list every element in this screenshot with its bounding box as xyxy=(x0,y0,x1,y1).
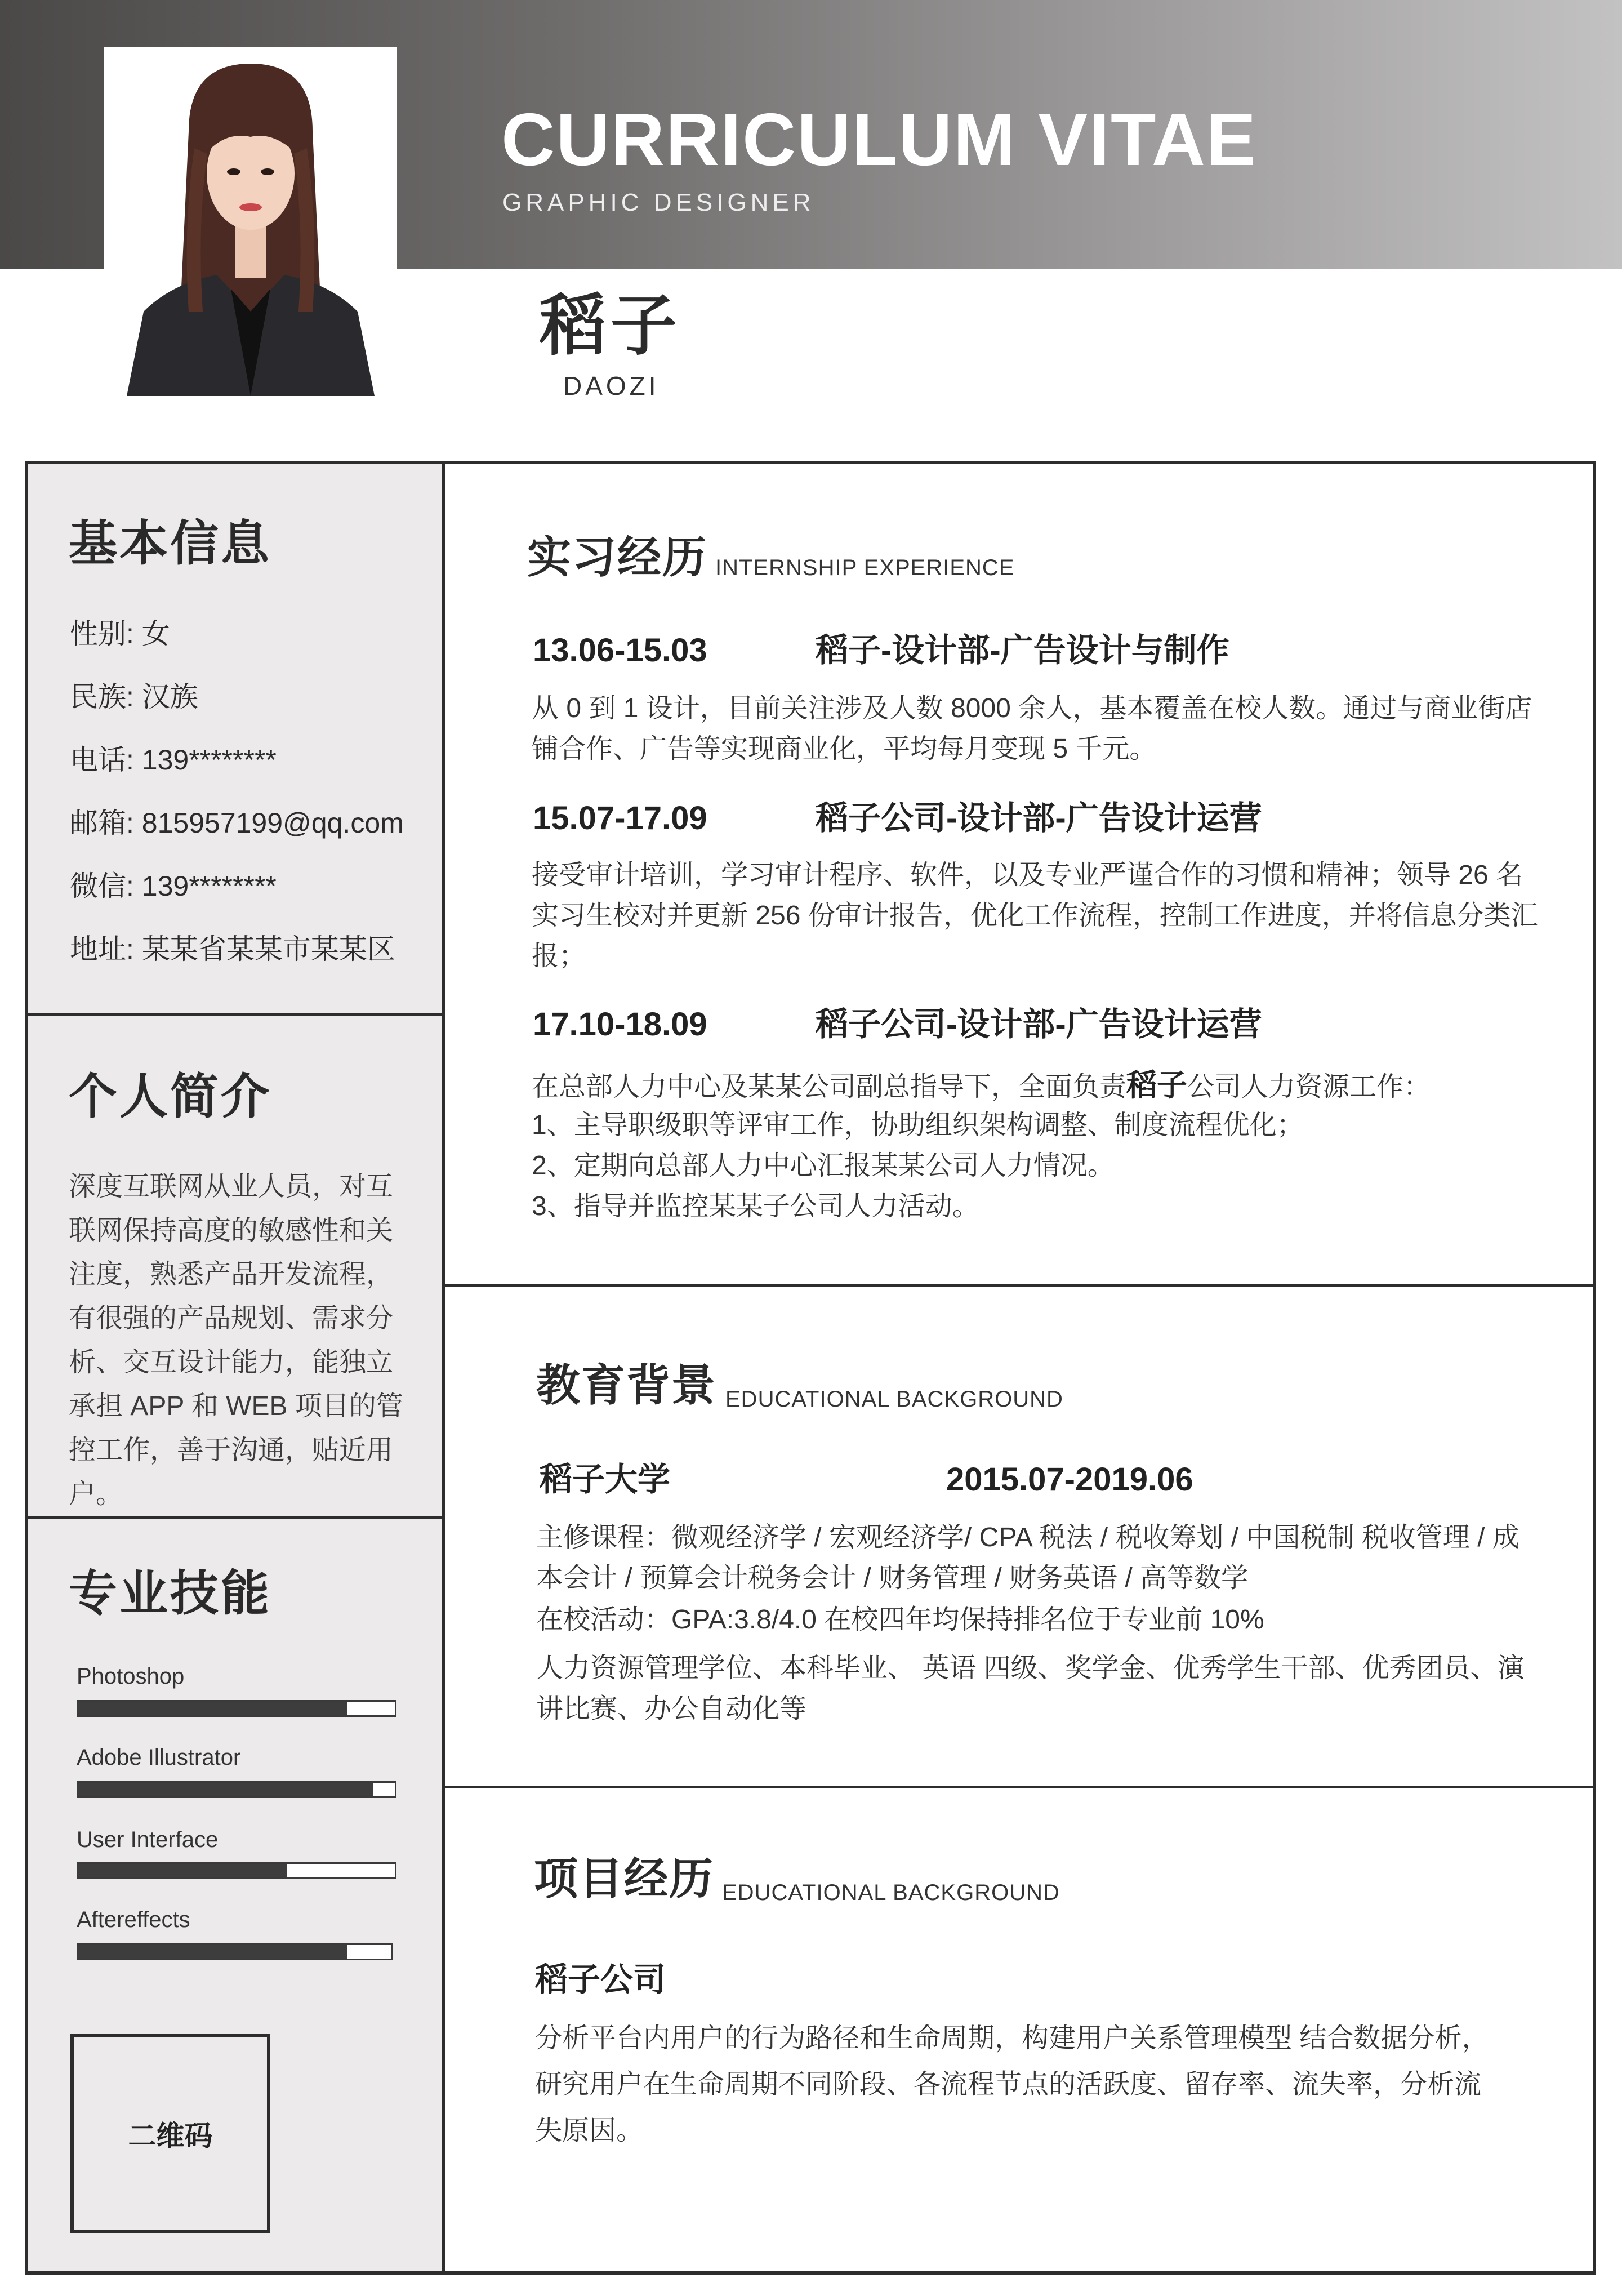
info-address: 地址: 某某省某某市某某区 xyxy=(70,933,395,965)
skill-bar-fill xyxy=(78,1945,347,1959)
skill-bar-ui xyxy=(77,1862,396,1879)
section-divider xyxy=(445,1284,1593,1287)
entry-description: 接受审计培训，学习审计程序、软件，以及专业严谨合作的习惯和精神；领导 26 名实习生校对并更新 256 份审计报告，优化工作流程，控制工作进度，并将信息分类汇报； xyxy=(532,860,1538,971)
entry-organization: 稻子公司-设计部-广告设计运营 xyxy=(816,800,1262,836)
skill-bar-fill xyxy=(78,1783,373,1796)
education-title: 教育背景 xyxy=(536,1360,717,1410)
project-description: 分析平台内用户的行为路径和生命周期，构建用户关系管理模型 结合数据分析，研究用户在生命周期不同阶段、各流程节点的活跃度、留存率、流失率，分析流失原因。 xyxy=(535,2023,1489,2146)
education-activity: 在校活动：GPA:3.8/4.0 在校四年均保持排名位于专业前 10% xyxy=(536,1605,1264,1635)
cv-subtitle: GRAPHIC DESIGNER xyxy=(502,189,815,216)
project-title-en: EDUCATIONAL BACKGROUND xyxy=(722,1880,1060,1905)
entry-intro-pre: 在总部人力中心及某某公司副总指导下，全面负责 xyxy=(532,1072,1127,1102)
sidebar-divider xyxy=(28,1516,445,1519)
info-wechat: 微信: 139******** xyxy=(70,870,277,902)
skill-name-photoshop: Photoshop xyxy=(77,1664,185,1689)
project-company: 稻子公司 xyxy=(535,1961,666,1998)
portrait-illustration xyxy=(104,47,397,396)
entry-intro-post: 公司人力资源工作： xyxy=(1187,1072,1431,1102)
section-divider xyxy=(445,1786,1593,1788)
skill-bar-fill xyxy=(78,1864,287,1877)
skill-name-aftereffects: Aftereffects xyxy=(77,1907,190,1932)
skill-bar-aftereffects xyxy=(77,1943,393,1960)
profile-text: 深度互联网从业人员，对互联网保持高度的敏感性和关注度，熟悉产品开发流程，有很强的产品规划、需求分析、交互设计能力，能独立承担 APP 和 WEB 项目的管控工作，善于沟通，贴近用户。 xyxy=(69,1172,403,1509)
qr-code-label: 二维码 xyxy=(128,2120,213,2152)
skill-name-illustrator: Adobe Illustrator xyxy=(77,1745,241,1770)
info-ethnicity: 民族: 汉族 xyxy=(70,681,198,713)
info-email: 邮箱: 815957199@qq.com xyxy=(70,807,404,839)
education-courses: 主修课程：微观经济学 / 宏观经济学/ CPA 税法 / 税收筹划 / 中国税制 税收管理 / 成本会计 / 预算会计税务会计 / 财务管理 / 财务英语 / 高等数学 xyxy=(536,1523,1519,1593)
entry-date: 17.10-18.09 xyxy=(533,1006,707,1043)
entry-duty-line: 1、主导职级职等评审工作，协助组织架构调整、制度流程优化； xyxy=(532,1110,1304,1140)
entry-organization: 稻子-设计部-广告设计与制作 xyxy=(816,632,1229,669)
info-phone: 电话: 139******** xyxy=(70,744,277,776)
skill-name-ui: User Interface xyxy=(77,1827,219,1852)
basic-info-heading: 基本信息 xyxy=(69,517,271,571)
entry-intro xyxy=(532,1070,1431,1101)
skills-heading: 专业技能 xyxy=(69,1567,271,1621)
project-title: 项目经历 xyxy=(534,1854,715,1903)
skill-bar-illustrator xyxy=(77,1781,396,1798)
profile-heading: 个人简介 xyxy=(69,1070,271,1124)
education-school: 稻子大学 xyxy=(540,1461,671,1498)
entry-date: 15.07-17.09 xyxy=(533,800,707,836)
sidebar-divider xyxy=(28,1013,445,1016)
entry-duty-line: 3、指导并监控某某子公司人力活动。 xyxy=(532,1191,979,1221)
internship-title: 实习经历 xyxy=(527,532,708,582)
entry-intro-bold: 稻子 xyxy=(1126,1069,1188,1102)
name-english: DAOZI xyxy=(563,371,660,401)
entry-organization: 稻子公司-设计部-广告设计运营 xyxy=(816,1006,1262,1043)
skill-bar-photoshop xyxy=(77,1700,396,1717)
education-period: 2015.07-2019.06 xyxy=(946,1461,1193,1498)
profile-photo xyxy=(104,47,397,396)
entry-date: 13.06-15.03 xyxy=(533,632,707,669)
skill-bar-fill xyxy=(78,1702,347,1715)
internship-title-en: INTERNSHIP EXPERIENCE xyxy=(715,555,1015,580)
education-honors: 人力资源管理学位、本科毕业、 英语 四级、奖学金、优秀学生干部、优秀团员、演讲比赛、办公自动化等 xyxy=(536,1653,1525,1724)
qr-code-placeholder xyxy=(70,2034,270,2233)
info-gender: 性别: 女 xyxy=(70,618,170,649)
education-title-en: EDUCATIONAL BACKGROUND xyxy=(725,1387,1063,1412)
entry-description: 从 0 到 1 设计，目前关注涉及人数 8000 余人，基本覆盖在校人数。通过与商业街店铺合作、广告等实现商业化，平均每月变现 5 千元。 xyxy=(532,693,1532,764)
entry-duty-line: 2、定期向总部人力中心汇报某某公司人力情况。 xyxy=(532,1151,1115,1181)
cv-title: CURRICULUM VITAE xyxy=(501,98,1258,181)
name-chinese: 稻子 xyxy=(540,289,682,363)
